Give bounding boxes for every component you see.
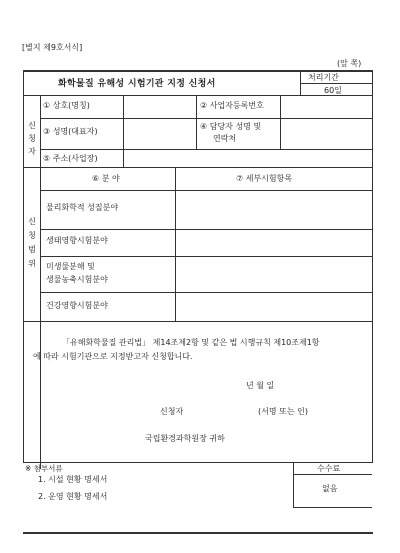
company-name-label: ① 상호(명칭) bbox=[43, 101, 90, 110]
scope-label-char: 신 bbox=[28, 217, 36, 226]
scope-section-label bbox=[26, 215, 38, 271]
field-biodegradation: 미생물분해 및 bbox=[46, 262, 95, 271]
field-ecological: 생태영향시험분야 bbox=[46, 236, 108, 245]
applicant-sign-label: 신청자 bbox=[160, 407, 184, 416]
field-bioaccumulation: 생물농축시험분야 bbox=[46, 275, 108, 284]
attachment-item-1: 1. 시설 현황 명세서 bbox=[38, 475, 108, 484]
business-number-field[interactable] bbox=[281, 96, 371, 117]
detail-field-physicochemical[interactable] bbox=[176, 191, 371, 228]
applicant-label-char: 자 bbox=[28, 147, 36, 156]
representative-field[interactable] bbox=[124, 119, 195, 148]
contact-label: ④ 담당자 성명 및 bbox=[200, 122, 262, 131]
form-title: 화학물질 유해성 시험기관 지정 신청서 bbox=[58, 79, 216, 89]
frame-right bbox=[372, 70, 373, 463]
fee-col-line bbox=[293, 462, 294, 507]
detail-header: ⑦ 세부시험항목 bbox=[236, 174, 293, 183]
field-header: ⑥ 분 야 bbox=[92, 174, 120, 183]
fee-label: 수수료 bbox=[317, 464, 341, 473]
contact-label-line2: 연락처 bbox=[213, 134, 237, 143]
contact-field[interactable] bbox=[281, 119, 371, 148]
frame-left bbox=[23, 70, 24, 463]
fee-bottom-line bbox=[293, 507, 372, 508]
business-number-label: ② 사업자등록번호 bbox=[200, 101, 264, 110]
scope-label-char: 범 bbox=[28, 245, 36, 254]
scope-bottom-line bbox=[23, 321, 373, 322]
fee-value: 없음 bbox=[322, 484, 338, 493]
side-note: (앞 쪽) bbox=[337, 59, 362, 68]
processing-label: 처리기간 bbox=[308, 73, 339, 82]
applicant-col-line-2 bbox=[196, 95, 197, 149]
applicant-label-char: 신 bbox=[28, 121, 36, 130]
statement-line1: 「유해화학물질 관리법」 제14조제2항 및 같은 법 시행규칙 제10조제1항 bbox=[62, 338, 320, 347]
date-line: 년 월 일 bbox=[246, 381, 275, 390]
recipient: 국립환경과학원장 귀하 bbox=[145, 434, 225, 443]
detail-field-biodegradation[interactable] bbox=[176, 257, 371, 291]
fee-divider bbox=[293, 474, 372, 475]
applicant-section-label bbox=[26, 119, 38, 158]
statement-line2: 에 따라 시험기관으로 지정받고자 신청합니다. bbox=[33, 352, 193, 361]
attachments-header: ※ 첨부서류 bbox=[25, 464, 63, 473]
frame-top bbox=[23, 70, 373, 72]
attachments-top-line bbox=[23, 462, 373, 463]
processing-value: 60일 bbox=[324, 86, 342, 95]
scope-label-char: 위 bbox=[28, 259, 36, 268]
detail-field-ecological[interactable] bbox=[176, 230, 371, 255]
scope-label-char: 청 bbox=[28, 231, 36, 240]
section-label-column-line bbox=[40, 95, 41, 469]
form-id: [별지 제9호서식] bbox=[22, 43, 83, 52]
applicant-label-char: 청 bbox=[28, 134, 36, 143]
detail-field-health[interactable] bbox=[176, 293, 371, 320]
field-health: 건강영향시험분야 bbox=[46, 301, 108, 310]
frame-bottom bbox=[23, 532, 373, 534]
processing-divider bbox=[300, 83, 372, 84]
signature-label: (서명 또는 인) bbox=[258, 407, 308, 416]
address-field[interactable] bbox=[124, 150, 371, 166]
applicant-bottom-line bbox=[23, 167, 373, 168]
representative-label: ③ 성명(대표자) bbox=[43, 127, 98, 136]
address-label: ⑤ 주소(사업장) bbox=[43, 154, 98, 163]
attachment-item-2: 2. 운영 현황 명세서 bbox=[38, 492, 108, 501]
field-physicochemical: 물리화학적 성질분야 bbox=[46, 203, 119, 212]
company-name-field[interactable] bbox=[124, 96, 195, 117]
